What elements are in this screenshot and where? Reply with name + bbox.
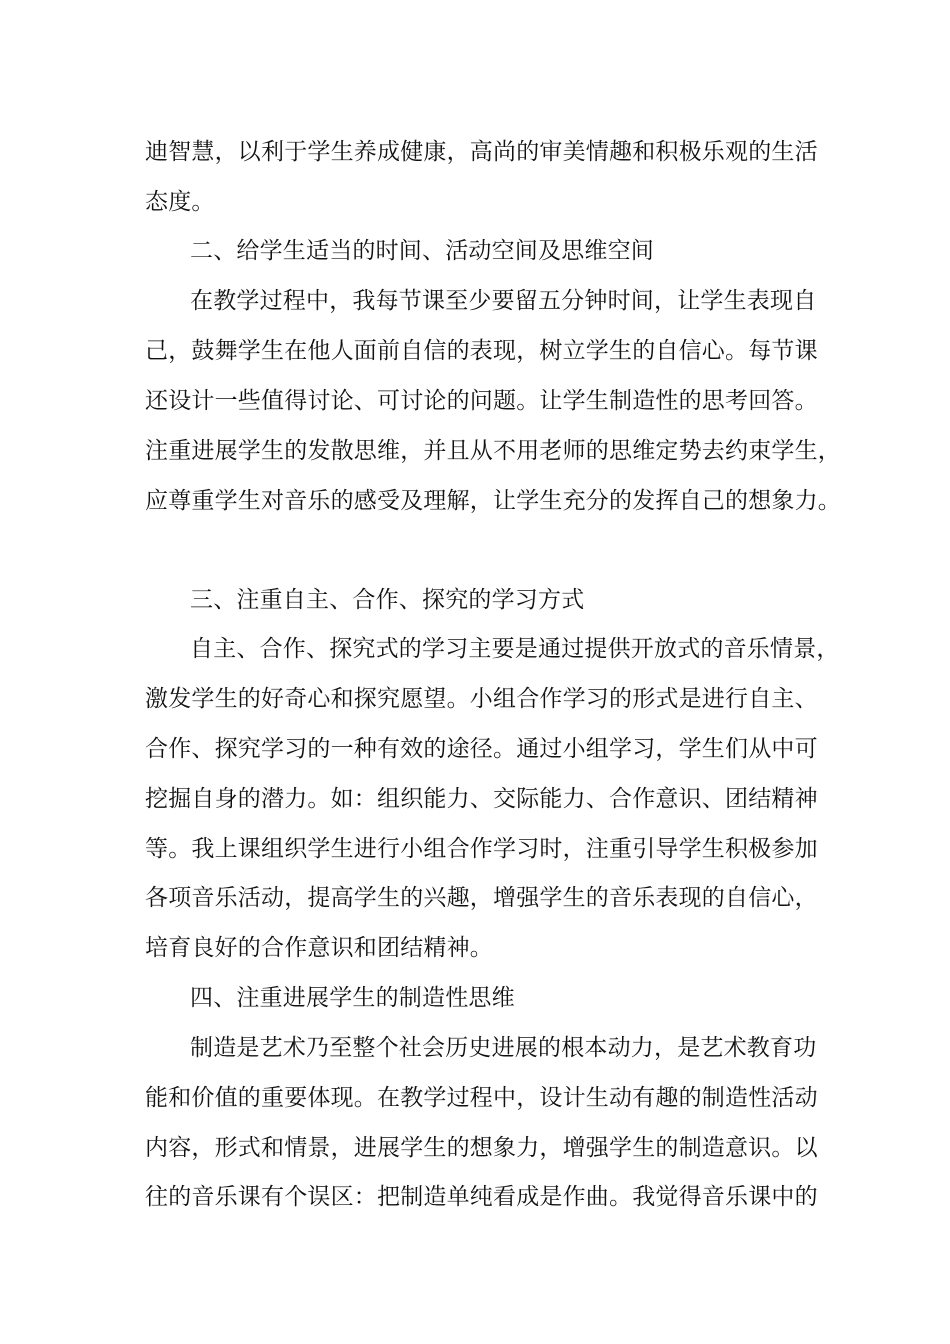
paragraph-line: 培育良好的合作意识和团结精神。 — [145, 935, 493, 961]
paragraph-line: 往的音乐课有个误区：把制造单纯看成是作曲。我觉得音乐课中的 — [145, 1184, 818, 1210]
paragraph-line: 各项音乐活动，提高学生的兴趣，增强学生的音乐表现的自信心， — [145, 885, 818, 911]
paragraph-line: 态度。 — [145, 189, 215, 215]
paragraph-line: 还设计一些值得讨论、可讨论的问题。让学生制造性的思考回答。 — [145, 388, 818, 414]
section-heading-4: 四、注重进展学生的制造性思维 — [190, 985, 515, 1011]
section-heading-3: 三、注重自主、合作、探究的学习方式 — [190, 587, 585, 613]
paragraph-line: 合作、探究学习的一种有效的途径。通过小组学习，学生们从中可 — [145, 736, 818, 762]
paragraph-line: 迪智慧，以利于学生养成健康，高尚的审美情趣和积极乐观的生活 — [145, 139, 818, 165]
paragraph-line: 内容，形式和情景，进展学生的想象力，增强学生的制造意识。以 — [145, 1135, 818, 1161]
paragraph-line: 自主、合作、探究式的学习主要是通过提供开放式的音乐情景， — [190, 636, 840, 662]
section-heading-2: 二、给学生适当的时间、活动空间及思维空间 — [190, 238, 654, 264]
paragraph-line: 能和价值的重要体现。在教学过程中，设计生动有趣的制造性活动 — [145, 1085, 818, 1111]
paragraph-line: 挖掘自身的潜力。如：组织能力、交际能力、合作意识、团结精神 — [145, 786, 818, 812]
paragraph-line: 激发学生的好奇心和探究愿望。小组合作学习的形式是进行自主、 — [145, 686, 818, 712]
paragraph-line: 在教学过程中，我每节课至少要留五分钟时间，让学生表现自 — [190, 288, 817, 314]
paragraph-line: 应尊重学生对音乐的感受及理解，让学生充分的发挥自己的想象力。 — [145, 488, 841, 514]
paragraph-line: 注重进展学生的发散思维，并且从不用老师的思维定势去约束学生， — [145, 438, 841, 464]
paragraph-line: 等。我上课组织学生进行小组合作学习时，注重引导学生积极参加 — [145, 836, 818, 862]
paragraph-line: 制造是艺术乃至整个社会历史进展的根本动力，是艺术教育功 — [190, 1035, 817, 1061]
paragraph-line: 己，鼓舞学生在他人面前自信的表现，树立学生的自信心。每节课 — [145, 338, 818, 364]
